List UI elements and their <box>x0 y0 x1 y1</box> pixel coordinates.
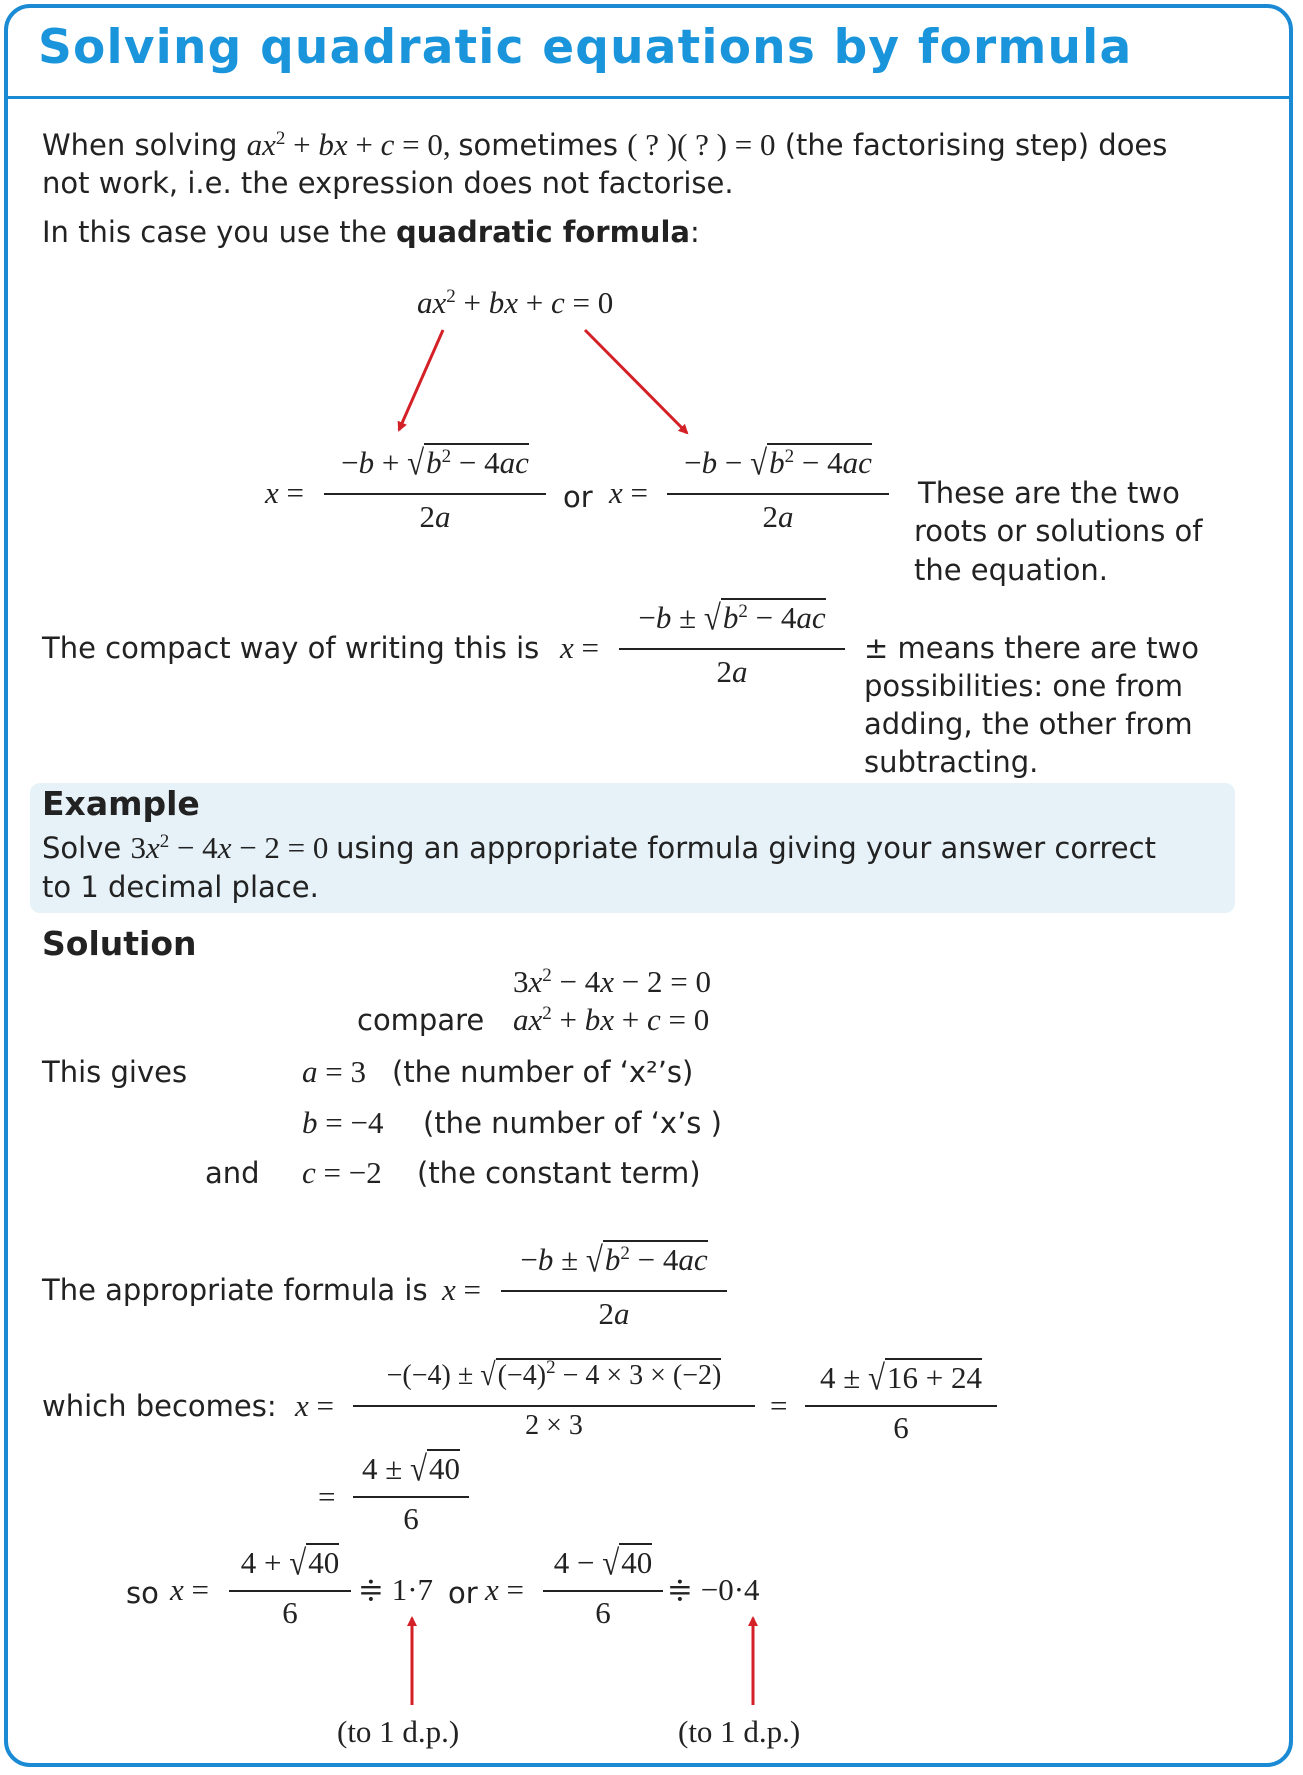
simplified-fraction: 4 ± √16 + 24 6 <box>805 1360 997 1450</box>
compare-equation: $ax^2$ + bx + c = 0 <box>513 1002 710 1037</box>
formula-fraction: $-b \pm √b^2 - 4ac$ 2a <box>501 1242 727 1332</box>
compact-label: The compact way of writing this is <box>42 631 540 665</box>
final-lhs-1: x = <box>170 1572 209 1607</box>
arrow-to-minus-root <box>585 330 687 433</box>
general-equation: $ax^2$ + bx + c = 0 <box>417 285 614 320</box>
root40-fraction: 4 ± √40 6 <box>353 1451 469 1541</box>
root2-lhs: x = <box>609 475 648 510</box>
formula-lhs: x = <box>442 1272 481 1307</box>
approx-value-2: ≑ −0·4 <box>667 1572 760 1607</box>
approx-value-1: ≑ 1·7 <box>358 1572 434 1607</box>
example-heading: Example <box>42 784 200 823</box>
final-fraction-plus: 4 + √40 6 <box>229 1545 351 1635</box>
dp-label-1: (to 1 d.p.) <box>337 1714 460 1749</box>
solution-heading: Solution <box>42 924 197 963</box>
becomes-label: which becomes: <box>42 1389 277 1423</box>
root1-fraction: $-b + √b^2 - 4ac$ 2a <box>324 445 546 535</box>
solution-equation: $3x^2 - 4x - 2 = 0$ <box>513 964 711 999</box>
a-note: (the number of ‘x²’s) <box>392 1055 694 1089</box>
intro-line-1: When solving $ax^2$ + bx + c = 0, sometimes ( ? )( ? ) = 0 (the factorising step) does <box>42 127 1168 162</box>
b-value: b = −4 <box>302 1105 384 1140</box>
b-note: (the number of ‘x’s ) <box>423 1106 722 1140</box>
so-word: so <box>126 1576 159 1610</box>
example-line-2: to 1 decimal place. <box>42 870 319 904</box>
pm-note-4: subtracting. <box>864 745 1039 779</box>
becomes-lhs: x = <box>295 1388 334 1423</box>
final-lhs-2: x = <box>485 1572 524 1607</box>
roots-note-2: roots or solutions of <box>914 514 1203 548</box>
c-note: (the constant term) <box>417 1156 701 1190</box>
pm-note-3: adding, the other from <box>864 707 1193 741</box>
intro-line-2: not work, i.e. the expression does not factorise. <box>42 166 734 200</box>
dp-label-2: (to 1 d.p.) <box>678 1714 801 1749</box>
compare-word: compare <box>357 1003 485 1037</box>
or-word: or <box>563 480 593 514</box>
this-gives-label: This gives <box>42 1055 188 1089</box>
roots-note-3: the equation. <box>914 553 1108 587</box>
root2-fraction: $-b - √b^2 - 4ac$ 2a <box>667 445 889 535</box>
roots-note-1: These are the two <box>918 476 1180 510</box>
equals-2: = <box>318 1479 336 1514</box>
substitution-fraction: $-(-4) \pm √(-4)^2 - 4 \times 3 \times (-2)$ 2 × 3 <box>353 1360 755 1450</box>
a-value: a = 3 <box>302 1054 366 1089</box>
compact-fraction: $-b \pm √b^2 - 4ac$ 2a <box>619 600 845 690</box>
formula-label: The appropriate formula is <box>42 1273 428 1307</box>
arrow-to-plus-root <box>399 330 443 430</box>
and-word: and <box>205 1156 260 1190</box>
pm-note-2: possibilities: one from <box>864 669 1184 703</box>
c-value: c = −2 <box>302 1155 382 1190</box>
compact-lhs: x = <box>560 630 599 665</box>
example-line-1: Solve $3x^2 - 4x - 2 = 0$ using an appropriate formula giving your answer correct <box>42 830 1156 865</box>
pm-note-1: ± means there are two <box>864 631 1199 665</box>
intro-line-3: In this case you use the quadratic formula: <box>42 215 700 249</box>
page-title: Solving quadratic equations by formula <box>38 20 1133 75</box>
final-fraction-minus: 4 − √40 6 <box>543 1545 663 1635</box>
equals-1: = <box>770 1388 788 1423</box>
root1-lhs: x = <box>265 475 304 510</box>
final-or-word: or <box>448 1576 478 1610</box>
